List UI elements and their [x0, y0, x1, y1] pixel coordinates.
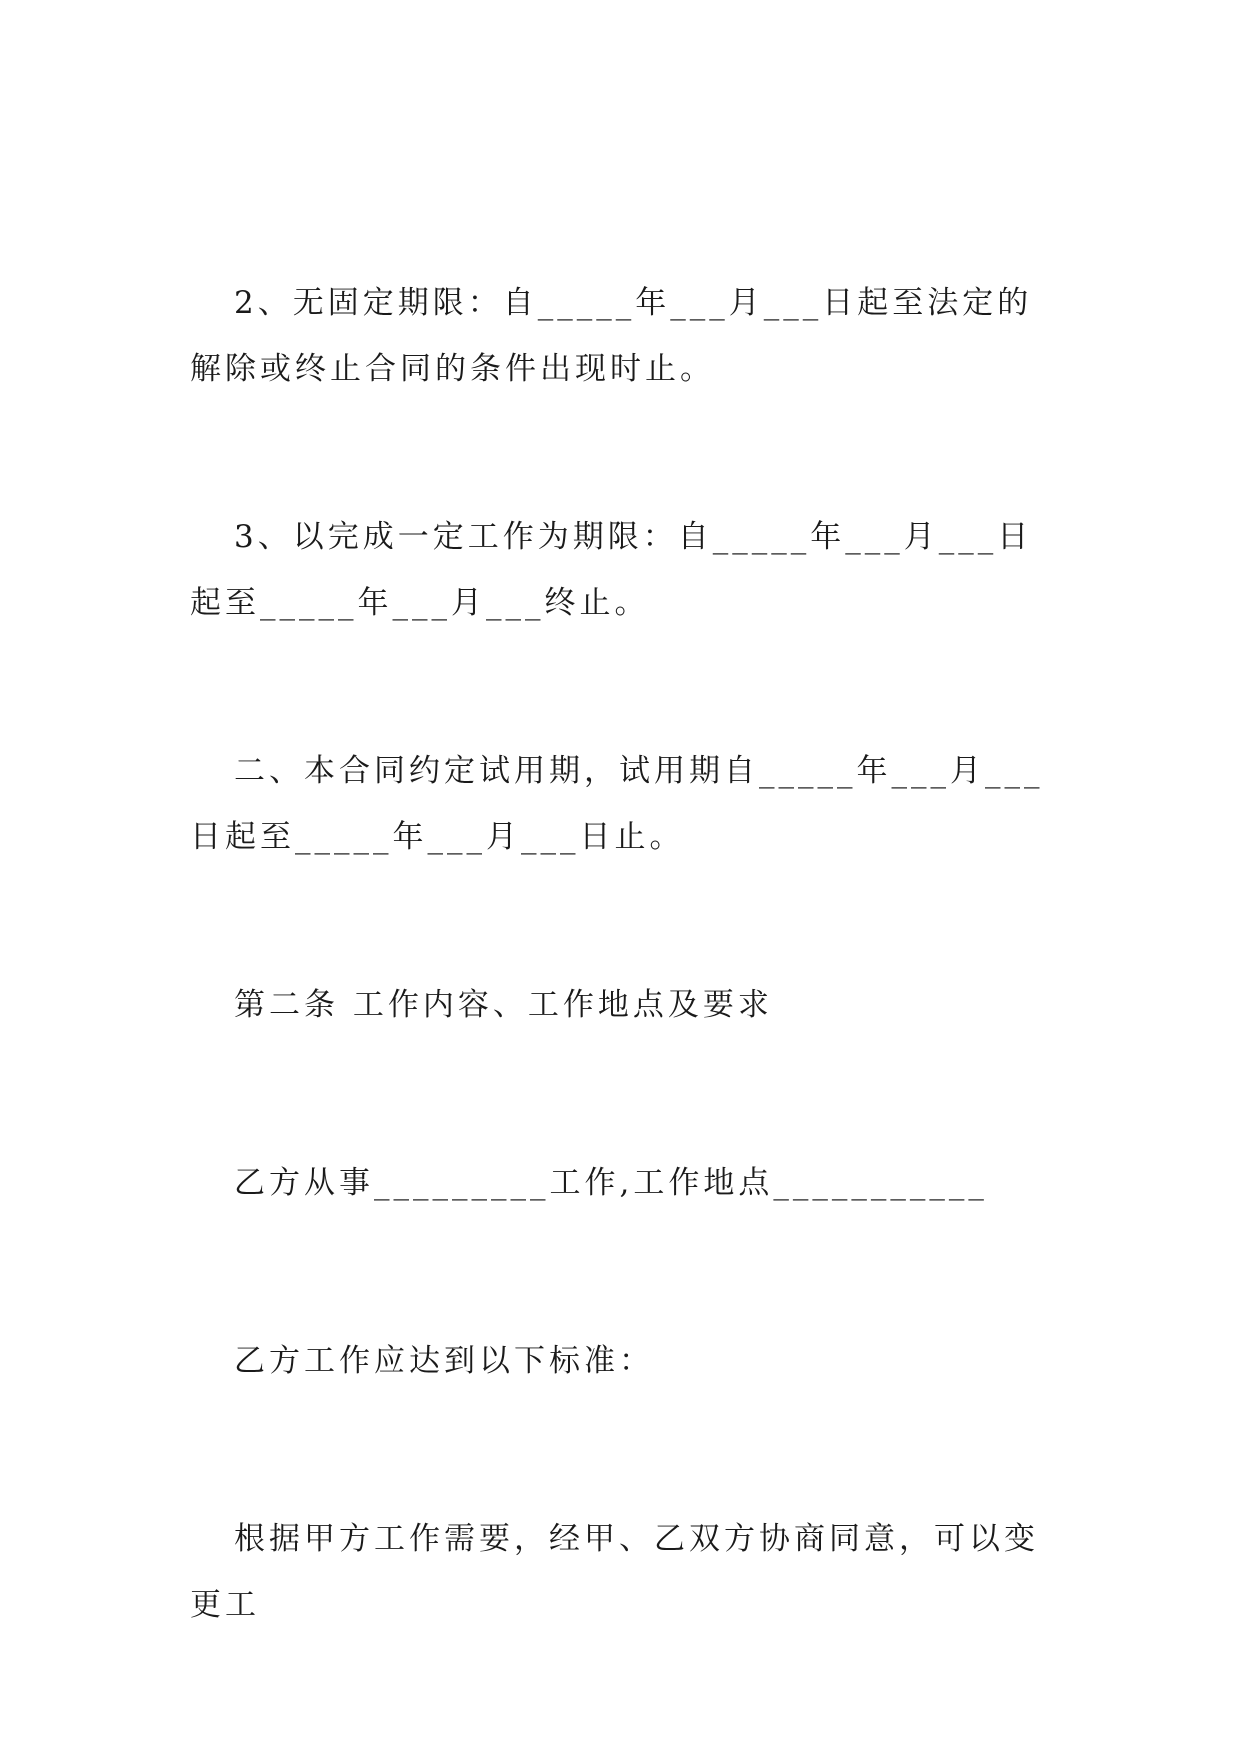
- paragraph-task-term: 3、以完成一定工作为期限：自_____年___月___日起至_____年___月___终止。: [190, 519, 1033, 621]
- section-heading-article-2: 第二条 工作内容、工作地点及要求: [234, 987, 773, 1023]
- paragraph-job-change: 根据甲方工作需要，经甲、乙双方协商同意，可以变更工: [190, 1521, 1039, 1623]
- paragraph-job-location: 乙方从事_________工作,工作地点___________: [234, 1165, 988, 1201]
- paragraph-probation: 二、本合同约定试用期，试用期自_____年___月___日起至_____年___月___日止。: [190, 753, 1044, 855]
- paragraph-work-standard: 乙方工作应达到以下标准：: [234, 1343, 654, 1379]
- paragraph-fixed-term-none: 2、无固定期限：自_____年___月___日起至法定的解除或终止合同的条件出现时止。: [190, 285, 1033, 387]
